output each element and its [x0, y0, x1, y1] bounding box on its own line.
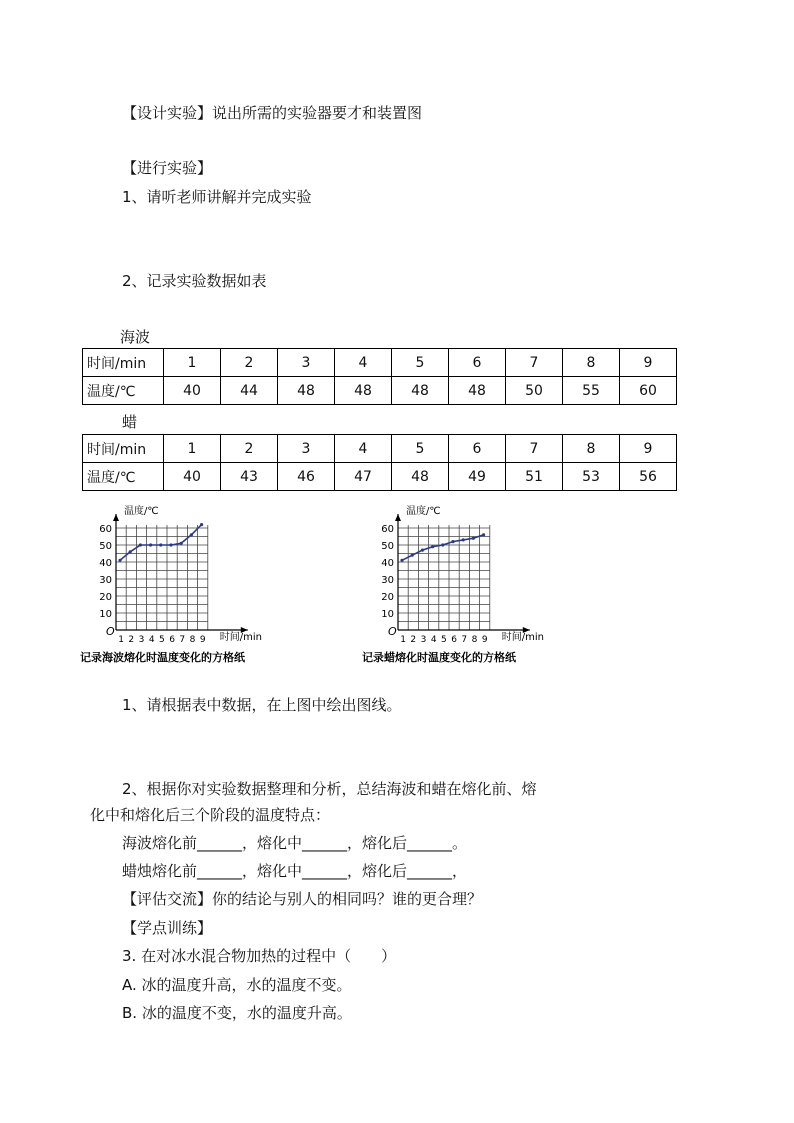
time-cell: 3 [278, 435, 335, 463]
x-tick-label: 6 [451, 635, 457, 645]
table-row [83, 377, 677, 405]
haibo-chart [80, 500, 310, 670]
origin-label: O [106, 625, 115, 638]
data-point [400, 559, 403, 562]
wax-data-table [82, 434, 677, 491]
temp-cell: 48 [449, 377, 506, 405]
x-tick-label: 3 [138, 635, 145, 645]
time-cell: 1 [164, 349, 221, 377]
time-cell: 5 [392, 349, 449, 377]
data-point [431, 545, 434, 548]
x-tick-label: 9 [199, 635, 206, 645]
y-axis-label: 温度/℃ [124, 506, 159, 517]
origin-label: O [388, 625, 397, 638]
temp-cell: 53 [563, 463, 620, 491]
data-point [169, 543, 172, 546]
time-cell: 8 [563, 435, 620, 463]
x-tick-label: 8 [471, 635, 478, 645]
data-line [120, 525, 202, 561]
y-tick-label: 10 [381, 609, 394, 620]
data-point [129, 550, 132, 553]
fill-in-haibo: 海波熔化前______，熔化中______，熔化后______。 [122, 834, 468, 852]
x-tick-label: 8 [189, 635, 196, 645]
time-header-cell: 时间/min [83, 349, 164, 377]
x-tick-label: 3 [420, 635, 427, 645]
temp-cell: 60 [620, 377, 677, 405]
x-tick-label: 6 [169, 635, 175, 645]
wax-chart [362, 500, 592, 670]
x-tick-label: 2 [410, 635, 417, 645]
data-point [190, 533, 193, 536]
y-tick-label: 30 [99, 575, 112, 586]
table-row [83, 435, 677, 463]
data-point [462, 538, 465, 541]
time-cell: 9 [620, 349, 677, 377]
table-1-title: 海波 [120, 328, 151, 346]
x-tick-label: 1 [400, 635, 406, 645]
y-tick-label: 60 [99, 524, 112, 535]
data-point [451, 540, 454, 543]
time-header-cell: 时间/min [83, 435, 164, 463]
temp-cell: 44 [221, 377, 278, 405]
temp-cell: 46 [278, 463, 335, 491]
temp-cell: 55 [563, 377, 620, 405]
temp-cell: 43 [221, 463, 278, 491]
data-point [421, 549, 424, 552]
x-tick-label: 7 [179, 635, 186, 645]
y-tick-label: 20 [381, 592, 394, 603]
x-tick-label: 5 [441, 635, 447, 645]
time-cell: 7 [506, 435, 563, 463]
x-tick-label: 7 [461, 635, 468, 645]
data-point [139, 543, 142, 546]
y-tick-label: 50 [381, 541, 394, 552]
time-cell: 8 [563, 349, 620, 377]
y-tick-label: 40 [99, 558, 112, 569]
temp-header-cell: 温度/℃ [83, 463, 164, 491]
time-cell: 6 [449, 435, 506, 463]
data-point [149, 543, 152, 546]
temp-header-cell: 温度/℃ [83, 377, 164, 405]
fill-in-wax: 蜡烛熔化前______，熔化中______，熔化后______， [122, 862, 468, 880]
temp-cell: 48 [392, 463, 449, 491]
time-cell: 5 [392, 435, 449, 463]
data-point [441, 543, 444, 546]
step-2-text: 2、记录实验数据如表 [122, 272, 267, 290]
temp-cell: 48 [278, 377, 335, 405]
x-tick-label: 4 [148, 635, 155, 645]
data-line [402, 535, 484, 561]
x-tick-label: 2 [128, 635, 135, 645]
y-tick-label: 10 [99, 609, 112, 620]
time-cell: 7 [506, 349, 563, 377]
time-cell: 3 [278, 349, 335, 377]
question-2-line-1: 2、根据你对实验数据整理和分析，总结海波和蜡在熔化前、熔 [122, 780, 537, 798]
x-axis-label: 时间/min [501, 632, 545, 643]
temp-cell: 50 [506, 377, 563, 405]
data-point [411, 554, 414, 557]
wax-chart-svg [362, 500, 592, 670]
x-tick-label: 5 [159, 635, 165, 645]
question-2-line-2: 化中和熔化后三个阶段的温度特点： [90, 806, 331, 824]
temp-cell: 40 [164, 377, 221, 405]
y-tick-label: 30 [381, 575, 394, 586]
data-point [180, 542, 183, 545]
y-tick-label: 40 [381, 558, 394, 569]
data-point [482, 533, 485, 536]
haibo-data-table [82, 348, 677, 405]
y-tick-label: 50 [99, 541, 112, 552]
temp-cell: 40 [164, 463, 221, 491]
section-design-heading: 【设计实验】说出所需的实验器要才和装置图 [122, 104, 423, 122]
time-cell: 2 [221, 435, 278, 463]
time-cell: 6 [449, 349, 506, 377]
step-1-text: 1、请听老师讲解并完成实验 [122, 188, 312, 206]
haibo-chart-svg [80, 500, 310, 670]
x-tick-label: 4 [430, 635, 437, 645]
data-point [200, 523, 203, 526]
option-b: B. 冰的温度不变，水的温度升高。 [122, 1004, 352, 1022]
training-heading: 【学点训练】 [122, 919, 213, 937]
temp-cell: 49 [449, 463, 506, 491]
data-point [159, 543, 162, 546]
temp-cell: 56 [620, 463, 677, 491]
time-cell: 4 [335, 349, 392, 377]
time-cell: 2 [221, 349, 278, 377]
time-cell: 4 [335, 435, 392, 463]
temp-cell: 48 [392, 377, 449, 405]
data-point [118, 559, 121, 562]
question-1: 1、请根据表中数据，在上图中绘出图线。 [122, 696, 402, 714]
x-axis-label: 时间/min [219, 632, 263, 643]
y-axis-label: 温度/℃ [406, 506, 441, 517]
time-cell: 1 [164, 435, 221, 463]
section-conduct-heading: 【进行实验】 [122, 159, 213, 177]
option-a: A. 冰的温度升高，水的温度不变。 [122, 976, 352, 994]
y-axis-arrow [113, 514, 119, 521]
chart-caption: 记录海波熔化时温度变化的方格纸 [80, 651, 245, 664]
y-tick-label: 20 [99, 592, 112, 603]
table-2-title: 蜡 [122, 413, 138, 431]
question-3: 3. 在对冰水混合物加热的过程中（ ） [122, 947, 397, 965]
x-tick-label: 1 [118, 635, 124, 645]
y-axis-arrow [395, 514, 401, 521]
temp-cell: 51 [506, 463, 563, 491]
x-tick-label: 9 [481, 635, 488, 645]
time-cell: 9 [620, 435, 677, 463]
temp-cell: 47 [335, 463, 392, 491]
chart-caption: 记录蜡熔化时温度变化的方格纸 [362, 651, 516, 664]
temp-cell: 48 [335, 377, 392, 405]
data-point [472, 537, 475, 540]
table-row [83, 463, 677, 491]
y-tick-label: 60 [381, 524, 394, 535]
table-row [83, 349, 677, 377]
evaluate-heading: 【评估交流】你的结论与别人的相同吗？谁的更合理？ [122, 890, 483, 908]
